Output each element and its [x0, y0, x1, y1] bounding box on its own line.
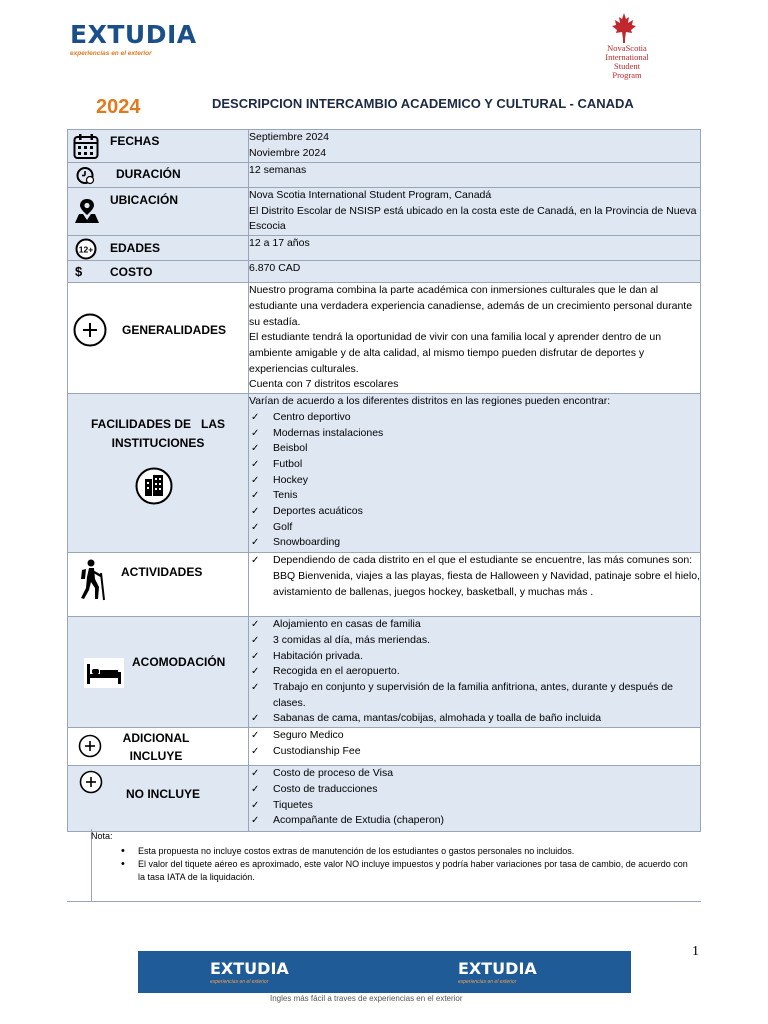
label-cell	[68, 283, 249, 394]
program-table	[67, 129, 701, 832]
cost-value: 6.870 CAD	[249, 262, 301, 275]
list-item: ✓ Centro deportivo	[249, 410, 700, 426]
footer-slogan: Ingles más fácil a traves de experiencias en el exterior	[270, 994, 463, 1003]
location-person-icon	[74, 198, 100, 224]
row-facilidades	[68, 394, 701, 553]
row-label: NO INCLUYE	[126, 787, 201, 802]
list-item: ✓ Costo de proceso de Visa	[249, 766, 700, 782]
row-label-line: INSTITUCIONES	[111, 436, 205, 451]
value-cell	[249, 617, 701, 728]
list-item: ✓ Tenis	[249, 488, 700, 504]
row-generalidades	[68, 283, 701, 394]
label-cell	[68, 617, 249, 728]
list-item: ✓ Costo de traducciones	[249, 782, 700, 798]
value-cell	[249, 728, 701, 766]
row-label-line: INCLUYE	[129, 749, 183, 764]
value-cell	[249, 553, 701, 617]
list-item: ✓ Tiquetes	[249, 798, 700, 814]
row-label: GENERALIDADES	[122, 323, 227, 338]
label-cell	[68, 261, 249, 283]
nsisp-line: Student	[614, 61, 640, 71]
list-item: ✓ Alojamiento en casas de familia	[249, 617, 700, 633]
dollar-icon: $	[75, 264, 83, 280]
activities-list	[249, 553, 700, 569]
label-cell	[68, 766, 249, 832]
overview-paragraph: Nuestro programa combina la parte académica con inmersiones culturales que le dan al estudiante una verdadera experiencia canadiense, además de un crecimiento personal durante su estadía.	[249, 284, 693, 328]
date-line: Septiembre 2024	[249, 131, 329, 143]
label-cell	[68, 394, 249, 553]
list-item: ✓ Futbol	[249, 457, 700, 473]
list-item: ✓ Seguro Medico	[249, 728, 700, 744]
date-line: Noviembre 2024	[249, 146, 327, 159]
value-cell	[249, 283, 701, 394]
extudia-logo	[70, 20, 197, 57]
row-costo	[68, 261, 701, 283]
row-label-line: ADICIONAL	[122, 731, 190, 746]
clock-icon	[76, 166, 95, 185]
list-item: ✓ Sabanas de cama, mantas/cobijas, almohada y toalla de baño incluida	[249, 711, 700, 727]
label-cell	[68, 188, 249, 236]
overview-paragraph: Cuenta con 7 distritos escolares	[249, 378, 399, 391]
overview-paragraph: El estudiante tendrá la oportunidad de vivir con una familia local y aprender dentro de un ambiente amigable y de alta calidad, al mismo tiempo pueden disfrutar de deportes y experiencias culturales.	[249, 331, 662, 375]
row-fechas	[68, 130, 701, 163]
row-label	[108, 729, 204, 765]
additional-list	[249, 728, 700, 759]
hiker-icon	[77, 559, 109, 601]
value-cell	[249, 236, 701, 261]
label-cell	[68, 130, 249, 163]
list-item: ✓ Trabajo en conjunto y supervisión de la familia anfitriona, antes, durante y después de clases.	[249, 680, 700, 711]
document-title: DESCRIPCION INTERCAMBIO ACADEMICO Y CULTURAL - CANADA	[212, 96, 634, 111]
row-actividades	[68, 553, 701, 617]
location-description: El Distrito Escolar de NSISP está ubicado en la costa este de Canadá, en la Provincia de Nueva Escocia	[249, 204, 697, 233]
facilities-intro: Varían de acuerdo a los diferentes distritos en las regiones pueden encontrar:	[249, 395, 611, 408]
row-label	[68, 415, 248, 453]
footer-tagline: experiencias en el exterior	[210, 979, 269, 985]
value-cell	[249, 163, 701, 188]
footer-logo-right: EXTUDIA	[458, 959, 537, 978]
row-label: COSTO	[110, 265, 153, 280]
value-cell	[249, 766, 701, 832]
location-name: Nova Scotia International Student Program, Canadá	[249, 189, 492, 201]
logo-wordmark: EXTUDIA	[70, 20, 197, 49]
list-item: ✓ Golf	[249, 520, 700, 536]
facilities-list	[249, 410, 700, 551]
excluded-list	[249, 766, 700, 829]
footer-logo-left: EXTUDIA	[210, 959, 289, 978]
row-label: ACTIVIDADES	[121, 565, 203, 580]
duration-value: 12 semanas	[249, 164, 307, 176]
footer-banner	[138, 951, 631, 993]
nsisp-line: International	[605, 52, 649, 62]
list-item: ✓ Modernas instalaciones	[249, 426, 700, 442]
note-label: Nota:	[91, 831, 113, 841]
row-no-incluye	[68, 766, 701, 832]
plus-circle-icon	[73, 313, 107, 347]
label-cell	[68, 163, 249, 188]
row-acomodacion	[68, 617, 701, 728]
row-label: EDADES	[110, 241, 161, 256]
row-edades	[68, 236, 701, 261]
note-list	[121, 845, 696, 884]
ages-value: 12 a 17 años	[249, 237, 310, 250]
list-item: ✓ Acompañante de Extudia (chaperon)	[249, 813, 700, 829]
row-adicional	[68, 728, 701, 766]
plus-circle-icon	[79, 770, 103, 794]
row-ubicacion	[68, 188, 701, 236]
note-item: • Esta propuesta no incluye costos extras de manutención de los estudiantes o gastos personales no incluidos.	[121, 845, 696, 858]
list-item: ✓ Habitación privada.	[249, 649, 700, 665]
row-label: DURACIÓN	[116, 167, 181, 181]
accommodation-list	[249, 617, 700, 727]
label-cell	[68, 553, 249, 617]
footer-tagline: experiencias en el exterior	[458, 979, 517, 985]
list-item: ✓ 3 comidas al día, más meriendas.	[249, 633, 700, 649]
logo-tagline: experiencias en el exterior	[70, 50, 152, 57]
maple-leaf-icon	[611, 12, 637, 44]
nsisp-logo	[598, 44, 656, 80]
list-item: ✓ Dependiendo de cada distrito en el que el estudiante se encuentre, las más comunes son:	[249, 553, 700, 569]
label-cell	[68, 236, 249, 261]
row-label-line: FACILIDADES DE LAS	[90, 417, 225, 432]
row-duracion	[68, 163, 701, 188]
year-heading: 2024	[96, 96, 141, 118]
row-label: ACOMODACIÓN	[132, 655, 226, 670]
bed-icon	[84, 658, 124, 688]
building-icon	[135, 467, 173, 505]
page-number: 1	[692, 944, 699, 959]
value-cell	[249, 130, 701, 163]
plus-circle-icon	[78, 734, 102, 758]
list-item: ✓ Custodianship Fee	[249, 744, 700, 760]
list-item: ✓ Beisbol	[249, 441, 700, 457]
list-item: ✓ Deportes acuáticos	[249, 504, 700, 520]
nsisp-line: Program	[612, 70, 642, 80]
list-item: ✓ Hockey	[249, 473, 700, 489]
svg-text:12+: 12+	[78, 244, 94, 255]
value-cell	[249, 394, 701, 553]
value-cell	[249, 261, 701, 283]
list-item: ✓ Snowboarding	[249, 535, 700, 551]
age-badge-icon	[75, 238, 97, 260]
nsisp-line: NovaScotia	[607, 43, 647, 53]
note-box	[67, 829, 701, 902]
calendar-icon	[73, 133, 99, 160]
value-cell	[249, 188, 701, 236]
row-label: UBICACIÓN	[110, 193, 178, 207]
label-cell	[68, 728, 249, 766]
note-item: • El valor del tiquete aéreo es aproximado, este valor NO incluye impuestos y podría haber variaciones por tasa de cambio, de acuerdo con la tasa IATA de la liquidación.	[121, 858, 696, 884]
list-item: ✓ Recogida en el aeropuerto.	[249, 664, 700, 680]
activities-detail: BBQ Bienvenida, viajes a las playas, fiesta de Halloween y Navidad, patinaje sobre el hielo, avistamiento de ballenas, juegos hockey, basketball, y muchas más .	[273, 569, 700, 598]
row-label: FECHAS	[110, 134, 160, 148]
